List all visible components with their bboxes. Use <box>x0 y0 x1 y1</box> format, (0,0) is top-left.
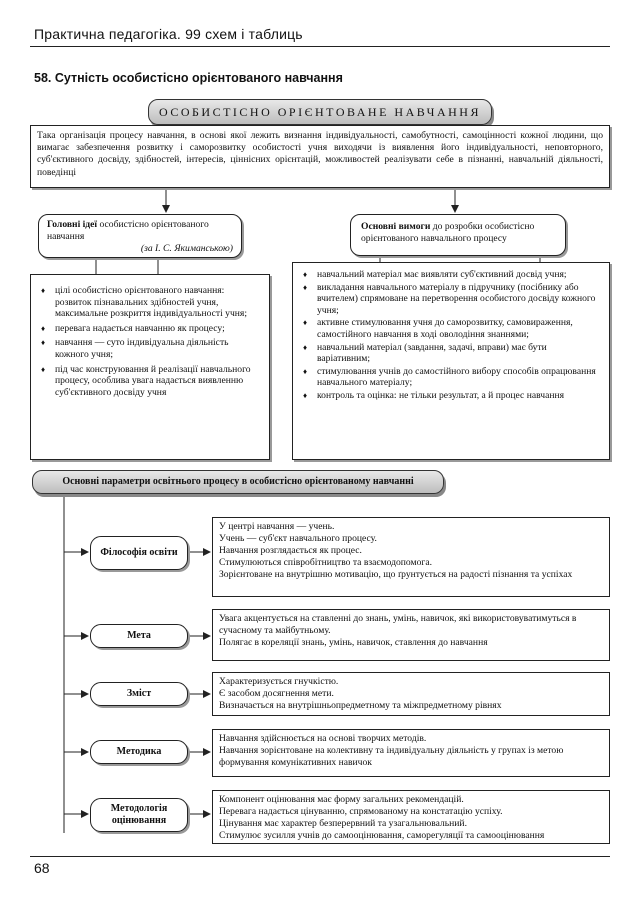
param-line: Характеризується гнучкістю. <box>219 676 339 687</box>
param-line: Увага акцентується на ставленні до знань, умінь, навичок, які використовуватимуться в сучасному та майбутньому. <box>219 613 577 636</box>
param-line: Зорієнтоване на внутрішню мотивацію, що ґрунтується на радості пізнання та успіхах <box>219 568 573 580</box>
ideas-list-box <box>30 274 270 460</box>
ideas-title-rest: особистісно орієнтованого навчання <box>47 219 209 243</box>
main-concept-pill <box>148 99 492 125</box>
param-label-content: Зміст <box>90 682 188 706</box>
param-label-assessment: Методологія оцінювання <box>90 798 188 832</box>
page-number: 68 <box>34 860 50 876</box>
param-line: Цінування має характер безперервний та узагальнювальний. <box>219 817 467 829</box>
param-line: Стимулюються співробітництво та взаємодопомога. <box>219 556 432 568</box>
definition-text: Така організація процесу навчання, в основі якої лежить визнання індивідуальності, самобутності, самоцінності кожної людини, що вимагає забезпечення розвитку і саморозвитку особистості учня виходячи із виявлення його індивідуальності, неповторного, суб'єктивного досвіду, здібностей, інтересів, ціннісних орієнтацій, можливостей реалізувати себе в пізнанні, навчальній діяльності, поведінці <box>37 130 603 178</box>
list-item: ♦ навчальний матеріал (завдання, задачі, вправи) має бути варіативним; <box>303 342 601 365</box>
param-label-philosophy: Філософія освіти <box>90 536 188 570</box>
param-line: Навчання зорієнтоване на колективну та індивідуальну діяльність у групах із метою формування комунікативних навичок <box>219 744 564 768</box>
section-title: 58. Сутність особистісно орієнтованого навчання <box>34 71 343 85</box>
param-line: Навчання розглядається як процес. <box>219 544 362 556</box>
ideas-title-bold: Головні ідеї <box>47 219 98 230</box>
list-item: ♦ навчальний матеріал має виявляти суб'єктивний досвід учня; <box>303 269 601 281</box>
ideas-list <box>41 285 261 398</box>
param-text-assessment <box>212 790 610 844</box>
param-text-methods <box>212 729 610 777</box>
param-line: Стимулює зусилля учнів до самооцінювання, саморегуляції та самооцінювання <box>219 829 545 841</box>
ideas-source: (за І. С. Якиманською) <box>140 243 233 255</box>
param-text-goal <box>212 609 610 661</box>
requirements-list-box <box>292 262 610 460</box>
header-rule <box>30 46 610 47</box>
param-line: У центрі навчання — учень. <box>219 521 335 532</box>
param-line: Навчання здійснюється на основі творчих методів. <box>219 733 427 744</box>
param-text-philosophy <box>212 517 610 597</box>
list-item: ♦ активне стимулювання учня до саморозвитку, самовираження, самостійного навчання в ході оволодіння знаннями; <box>303 317 601 340</box>
params-pill-label: Основні параметри освітнього процесу в особистісно орієнтованому навчанні <box>62 476 414 487</box>
ideas-title-box <box>38 214 242 258</box>
param-line: Перевага надається цінуванню, спрямованому на констатацію успіху. <box>219 805 503 817</box>
param-text-content <box>212 672 610 716</box>
param-label-goal: Мета <box>90 624 188 648</box>
requirements-title-bold: Основні вимоги <box>361 221 431 232</box>
param-line: Є засобом досягнення мети. <box>219 687 334 699</box>
list-item: ♦ контроль та оцінка: не тільки результат, а й процес навчання <box>303 390 601 402</box>
param-line: Учень — суб'єкт навчального процесу. <box>219 532 377 544</box>
definition-box <box>30 125 610 188</box>
requirements-title-box <box>350 214 566 256</box>
param-line: Компонент оцінювання має форму загальних рекомендацій. <box>219 794 464 805</box>
requirements-title-rest: до розробки особистісно орієнтованого навчального процесу <box>361 221 535 245</box>
param-label-methods: Методика <box>90 740 188 764</box>
params-pill <box>32 470 444 494</box>
list-item: ♦ під час конструювання й реалізації навчального процесу, особлива увага надається виявленню суб'єктивного досвіду учня <box>41 364 261 399</box>
footer-rule <box>30 856 610 857</box>
requirements-list <box>303 269 601 402</box>
running-title: Практична педагогіка. 99 схем і таблиць <box>34 26 303 42</box>
main-concept-label: ОСОБИСТІСНО ОРІЄНТОВАНЕ НАВЧАННЯ <box>159 105 481 119</box>
list-item: ♦ перевага надається навчанню як процесу; <box>41 323 261 335</box>
list-item: ♦ викладання навчального матеріалу в підручнику (посібнику або вчителем) спрямоване на перетворення особистого досвіду кожного учня; <box>303 282 601 317</box>
list-item: ♦ стимулювання учнів до самостійного вибору способів опрацювання навчального матеріалу; <box>303 366 601 389</box>
list-item: ♦ цілі особистісно орієнтованого навчання: розвиток пізнавальних здібностей учня, максимальне розкриття індивідуальності учня; <box>41 285 261 320</box>
param-line: Визначається на внутрішньопредметному та міжпредметному рівнях <box>219 699 502 711</box>
list-item: ♦ навчання — суто індивідуальна діяльність кожного учня; <box>41 337 261 360</box>
param-line: Полягає в кореляції знань, умінь, навичок, ставлення до навчання <box>219 636 488 648</box>
